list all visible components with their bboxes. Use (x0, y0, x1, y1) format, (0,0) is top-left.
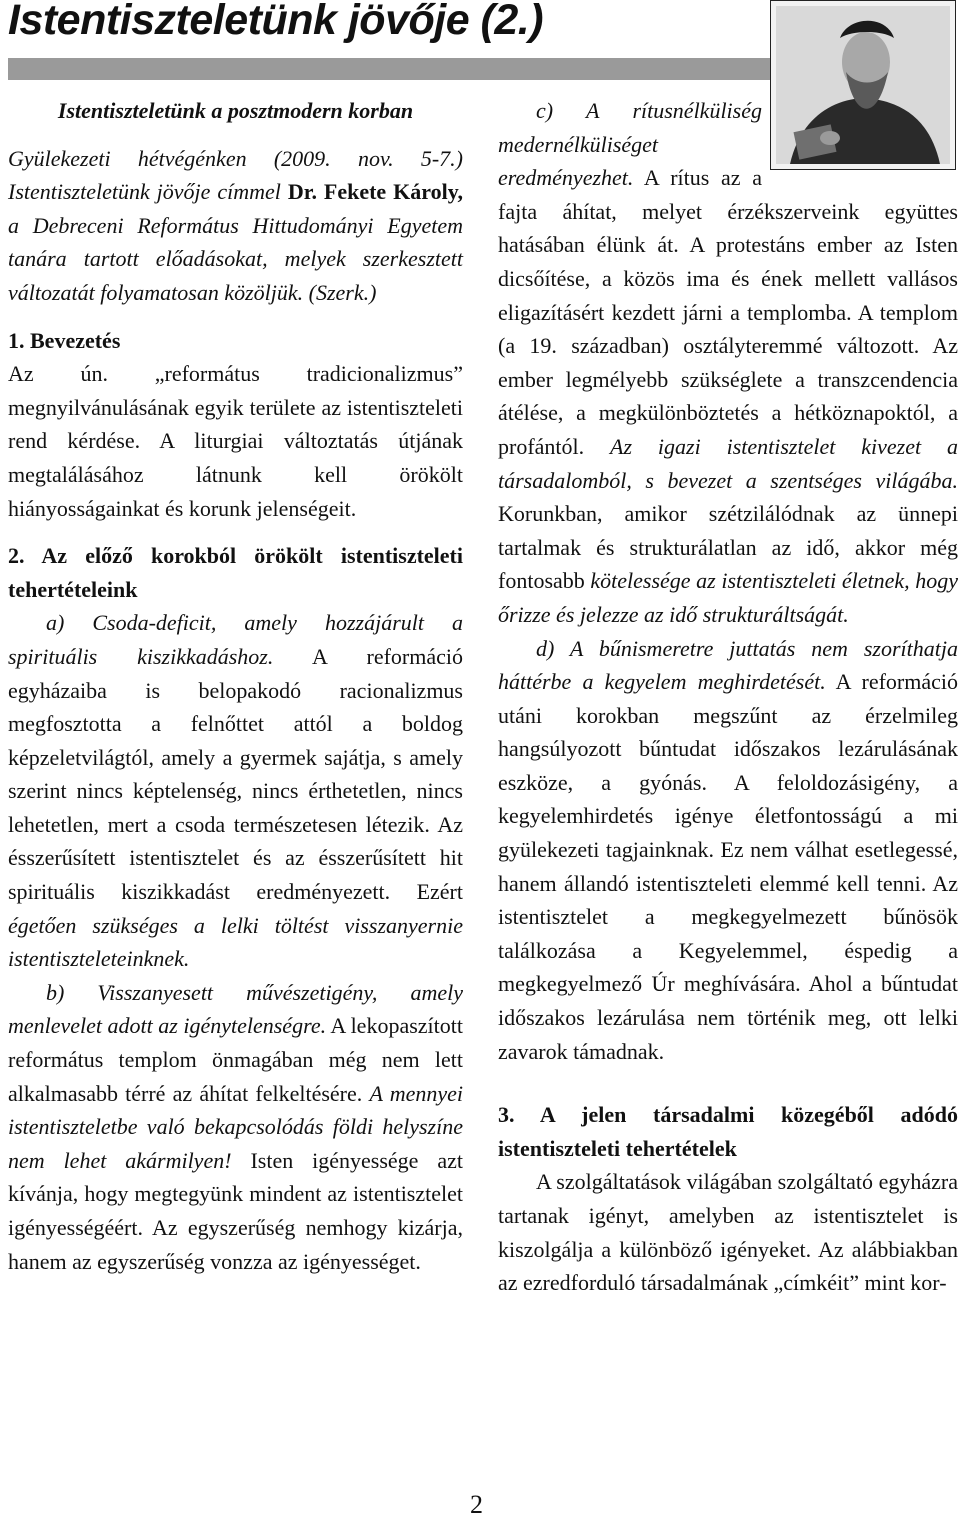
paragraph-b-text-2: Isten igényessége azt kívánja, hogy megtegyünk mindent az istentisztelet igényességéért. Az egyszerűség nemhogy kizárja, hanem az egyszerűség vonzza az igényességet. (8, 1147, 464, 1274)
paragraph-d-text: A reformáció utáni korokban megszűnt az érzelmileg hangsúlyozott bűntudat időszakos lezárulásának eszköze, a gyónás. A feloldozásigény, a kegyelemhirdetés igénye életfontosságú a mi gyülekezeti tagjainknak. Ez nem válhat esetlegessé, hanem állandó istentiszteleti elemmé kell tenni. Az istentisztelet a megkegyelmezett bűnösök találkozása a Kegyelemmel, éspedig a megkegyelmező Úr meghívására. Ahol a bűntudat időszakos lezárulása nem történik meg, ott lelki zavarok támadnak. (498, 669, 958, 1064)
paragraph-d (498, 632, 958, 1069)
paragraph-c-text-2: Korunkban, amikor szétzilálódnak az ünnepi tartalmak és strukturálatlan az idő, akkor még fontosabb (498, 501, 958, 594)
intro-author: Dr. Fekete Károly, (287, 179, 463, 205)
portrait-frame (770, 0, 960, 172)
title-underline-bar (8, 58, 770, 80)
paragraph-a-heading: a) Csoda-deficit, amely hozzájárult a spirituális kiszikkadáshoz. (8, 610, 463, 669)
portrait-image (770, 0, 956, 170)
paragraph-c-emphasis: Az igazi istentisztelet kivezet a társadalomból, s bevezet a szentséges világába. (498, 433, 958, 493)
article-subtitle: Istentiszteletünk a posztmodern korban (57, 98, 414, 123)
section-1-paragraph (8, 357, 463, 525)
paragraph-d-heading: d) A bűnismeretre juttatás nem szoríthatja háttérbe a kegyelem meghirdetését. (498, 635, 958, 695)
intro-text-1: Gyülekezeti hétvégénken (2009. nov. 5-7.) Istentiszteletünk jövője címmel (8, 145, 463, 205)
paragraph-a-text: A reformáció egyházaiba is belopakodó racionalizmus megfosztotta a felnőttet attól a boldog képzeletvilágtól, amely a gyermek sajátja, s amely szerint nincs képtelenség, nincs érthetetlen, nincs lehetetlen, mert a csoda természetesen létezik. Az ésszerűsített istentisztelet és az ésszerűsített hit spirituális kiszikkadást eredményezett. Ezért (8, 643, 463, 905)
paragraph-c (498, 94, 958, 632)
section-1-text-a: Az ún. „református tradicionalizmus” megnyilvánulásának egyik területe az istentiszteleti rend kérdése. (8, 361, 463, 454)
right-column (498, 94, 958, 1300)
page-title: Istentiszteletünk jövője (2.) (8, 0, 544, 44)
paragraph-a-emphasis: égetően szükséges a lelki töltést visszanyernie istentiszteleteinknek. (8, 912, 463, 972)
section-1-text-b: A liturgiai változtatás útjának megtalálásához látnunk kell örökölt hiányosságainkat és korunk jelenségeit. (8, 428, 463, 521)
section-heading-3: 3. A jelen társadalmi közegéből adódó istentiszteleti tehertételek (498, 1102, 958, 1161)
paragraph-b-heading: b) Visszanyesett művészetigény, amely menlevelet adott az igénytelenségre. (8, 979, 463, 1039)
paragraph-b (8, 976, 463, 1278)
paragraph-b-emphasis: A mennyei istentiszteletbe való bekapcsolódás földi helyszíne nem lehet akármilyen! (8, 1080, 463, 1173)
section-3-paragraph: A szolgáltatások világában szolgáltató egyházra tartanak igényt, amelyben az istentisztelet is kiszolgálja a különböző igényeket. Az alábbiakban az ezredforduló társadalmának „címkéit” mint kor- (498, 1169, 958, 1296)
intro-text-2: a Debreceni Református Hittudományi Egyetem tanára tartott előadásokat, melyek szerkesztett változatát folyamatosan közöljük. (Szerk.) (8, 212, 463, 305)
intro-paragraph (8, 142, 463, 310)
section-heading-2: 2. Az előző korokból örökölt istentiszteleti tehertételeink (8, 543, 463, 602)
left-column (8, 94, 463, 1278)
paragraph-c-text: A rítus az a fajta áhítat, melyet érzékszerveink együttes hatásában élünk át. A protestáns ember az Isten dicsőítése, a közös ima és ének mellett vallásos eligazításért kezdett járni a templomba. A templom (a 19. században) osztályteremmé változott. Az ember legmélyebb szükséglete a transzcendencia átélése, a megkülönböztetés a hétköznapoktól, a profántól. (498, 165, 958, 459)
paragraph-b-text: A lekopaszított református templom önmagában még nem lett alkalmasabb térré az áhítat felkeltésére. (8, 1013, 463, 1106)
paragraph-c-heading: c) A rítusnélküliség medernélküliséget eredményezhet. (498, 98, 762, 191)
paragraph-a (8, 606, 463, 976)
page-number: 2 (470, 1490, 483, 1519)
paragraph-c-emphasis-2: kötelessége az istentiszteleti életnek, hogy őrizze és jelezze az idő strukturáltságát. (498, 568, 958, 627)
section-heading-1: 1. Bevezetés (8, 327, 121, 353)
